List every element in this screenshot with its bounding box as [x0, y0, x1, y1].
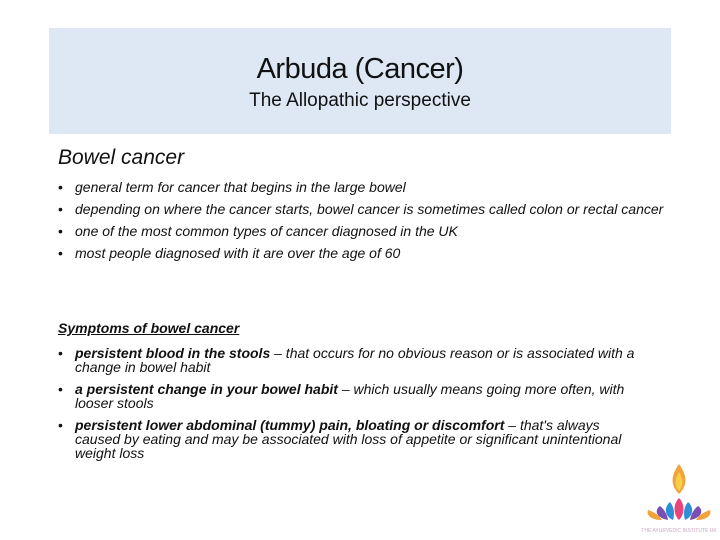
symptom-name: persistent blood in the stools [75, 345, 271, 361]
symptoms-heading: Symptoms of bowel cancer [58, 320, 240, 336]
symptom-detail: – which usually means going more often, with looser stools [75, 381, 625, 411]
bullet-item: • depending on where the cancer starts, bowel cancer is sometimes called colon or rectal cancer [58, 202, 678, 216]
symptom-detail: – that occurs for no obvious reason or is associated with a change in bowel habit [75, 345, 635, 375]
symptom-detail: – that's always caused by eating and may be associated with loss of appetite or significant unintentional weight loss [75, 417, 622, 461]
bullet-item: • most people diagnosed with it are over the age of 60 [58, 246, 678, 260]
symptom-item [58, 346, 638, 374]
symptom-name: a persistent change in your bowel habit [75, 381, 338, 397]
slide-subtitle: The Allopathic perspective [249, 90, 471, 111]
symptom-item [58, 382, 638, 410]
section-heading: Bowel cancer [58, 146, 185, 169]
intro-bullet-list [58, 180, 678, 268]
bullet-item: • one of the most common types of cancer diagnosed in the UK [58, 224, 678, 238]
logo-caption: THE AYURVEDIC INSTITUTE UK [641, 528, 717, 534]
symptom-item [58, 418, 638, 460]
bullet-item: • general term for cancer that begins in the large bowel [58, 180, 678, 194]
symptom-name: persistent lower abdominal (tummy) pain, bloating or discomfort [75, 417, 505, 433]
symptom-bullet-list [58, 346, 638, 468]
lotus-lamp-logo-icon [640, 462, 718, 538]
slide-title: Arbuda (Cancer) [256, 53, 464, 85]
